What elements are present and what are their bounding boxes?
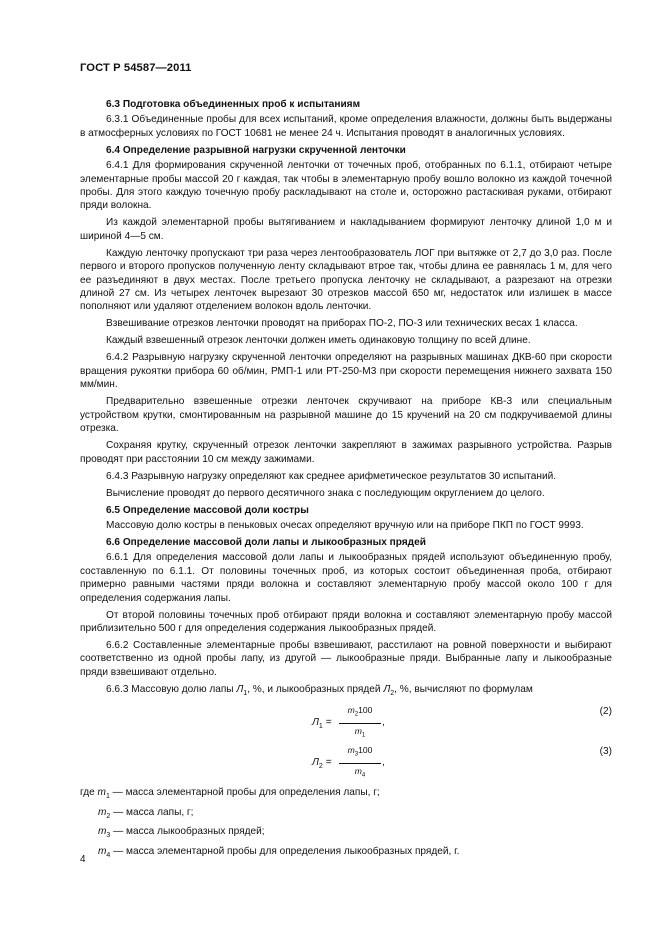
document-body [80, 98, 612, 865]
paragraph-6-4-1-d: Взвешивание отрезков ленточки проводят на приборах ПО-2, ПО-3 или технических весах 1 класса. [106, 318, 578, 330]
formula-3-numerator: $m_3100$ [339, 744, 381, 764]
section-heading-6-4: 6.4 Определение разрывной нагрузки скрученной ленточки [106, 144, 406, 156]
formula-3-denominator: $m_4$ [354, 765, 366, 779]
section-heading-6-3: 6.3 Подготовка объединенных проб к испытаниям [106, 99, 361, 110]
document-header: ГОСТ Р 54587—2011 [80, 62, 192, 74]
section-heading-6-5: 6.5 Определение массовой доли костры [106, 504, 309, 516]
formula-2-lhs: $Л_1$ = [312, 716, 332, 730]
var-L1: $Л_1$ [236, 683, 248, 697]
paragraph-6-4-1-b: Из каждой элементарной пробы вытягиванием и накладыванием формируют ленточку длиной 1,0 м и шириной 4—5 см. [80, 217, 612, 242]
formula-3-number: (3) [599, 745, 612, 757]
paragraph-6-6-3-mid: , %, и лыкообразных прядей [247, 683, 384, 695]
paragraph-6-4-3: 6.4.3 Разрывную нагрузку определяют как среднее арифметическое результатов 30 испытаний. [106, 470, 557, 482]
paragraph-6-6-1-b: От второй половины точечных проб отбирают пряди волокна и составляют элементарную пробу массой приблизительно 500 г для определения содержания лыкообразных прядей. [80, 609, 612, 634]
formula-2-numerator: $m_2100$ [339, 704, 381, 724]
formula-2-number: (2) [599, 705, 612, 717]
paragraph-6-4-1: 6.4.1 Для формирования скрученной ленточки от точечных проб, отобранных по 6.1.1, отбирают четыре элементарные пробы массой 20 г каждая, так чтобы в элементарную пробу вошло волокно из каждой точечной пробы. Для этого каждую точечную пробу раскладывают на столе и, осторожно растаскивая руками, отбирают пряди волокна. [80, 160, 612, 212]
var-L2: $Л_2$ [383, 683, 395, 697]
definition-m4: $m_4$ — масса элементарной пробы для определения лыкообразных прядей, г. [98, 846, 460, 860]
paragraph-6-4-1-e: Каждый взвешенный отрезок ленточки должен иметь одинаковую толщину по всей длине. [106, 335, 531, 347]
formula-3-lhs: $Л_2$ = [312, 756, 332, 770]
formula-3-comma: , [382, 756, 385, 768]
definition-m3: $m_3$ — масса лыкообразных прядей; [98, 826, 265, 840]
paragraph-6-4-2-b: Предварительно взвешенные отрезки ленточек скручивают на приборе КВ-3 или специальным устройством крутки, смонтированным на разрывной машине до 15 кручений на 20 см подкручиваемой длины отрезка. [80, 396, 612, 435]
paragraph-6-6-3 [80, 683, 612, 700]
paragraph-6-4-1-c: Каждую ленточку пропускают три раза через лентообразователь ЛОГ при вытяжке от 2,7 до 3,0 раз. После первого и второго пропусков полученную ленту складывают втрое так, чтобы длина ее равнялась 1 м, для чего ее разъединяют в двух местах. После третьего пропуска ленточку не складывают, а разрезают на отрезки длиной 27 см. Из четырех ленточек вырезают 30 отрезков массой 650 мг, недостаток или излишек в массе пополняют или удаляют отделением волокон вдоль ленточки. [80, 247, 612, 313]
paragraph-6-6-1: 6.6.1 Для определения массовой доли лапы и лыкообразных прядей используют объединенную пробу, составленную по 6.1.1. От половины точечных проб, из которых состоит объединенная проба, отбирают примерно равными частями пряди волокна и составляют элементарную пробу массой около 100 г для определения содержания лапы. [80, 552, 612, 604]
paragraph-6-3-1: 6.3.1 Объединенные пробы для всех испытаний, кроме определения влажности, должны быть выдержаны в атмосферных условиях по ГОСТ 10681 не менее 24 ч. Испытания проводят в аналогичных условиях. [80, 114, 612, 139]
formula-2-denominator: $m_1$ [354, 725, 366, 739]
paragraph-6-4-3-b: Вычисление проводят до первого десятичного знака с последующим округлением до целого. [106, 487, 545, 499]
paragraph-6-6-3-start: 6.6.3 Массовую долю лапы [106, 683, 237, 695]
page-number: 4 [80, 854, 86, 865]
definition-m1: где $m_1$ — масса элементарной пробы для определения лапы, г; [80, 786, 380, 800]
paragraph-6-6-2: 6.6.2 Составленные элементарные пробы взвешивают, расстилают на ровной поверхности и выбирают соответственно из одной пробы лапу, из другой — лыкообразные пряди. Выбранные лапу и лыкообразные пряди взвешивают отдельно. [80, 639, 612, 678]
paragraph-6-5: Массовую долю костры в пеньковых очесах определяют вручную или на приборе ПКП по ГОСТ 9993. [106, 519, 584, 531]
formula-2 [80, 704, 612, 742]
formula-3 [80, 744, 612, 782]
paragraph-6-4-2: 6.4.2 Разрывную нагрузку скрученной ленточки определяют на разрывных машинах ДКВ-60 при скорости вращения рукоятки прибора 60 об/мин, РМП-1 или РТ-250-М3 при скорости перемещения нижнего захвата 150 мм/мин. [80, 352, 612, 391]
formula-2-comma: , [382, 716, 385, 728]
paragraph-6-6-3-end: , %, вычисляют по формулам [394, 683, 533, 695]
formula-2-fraction [339, 704, 381, 743]
variable-definitions [80, 786, 612, 863]
paragraph-6-4-2-c: Сохраняя крутку, скрученный отрезок ленточки закрепляют в зажимах разрывного устройства. Разрыв проводят при расстоянии 10 см между зажимами. [80, 440, 612, 465]
definition-m2: $m_2$ — масса лапы, г; [98, 806, 194, 820]
formula-3-fraction [339, 744, 381, 783]
section-heading-6-6: 6.6 Определение массовой доли лапы и лыкообразных прядей [106, 536, 426, 548]
